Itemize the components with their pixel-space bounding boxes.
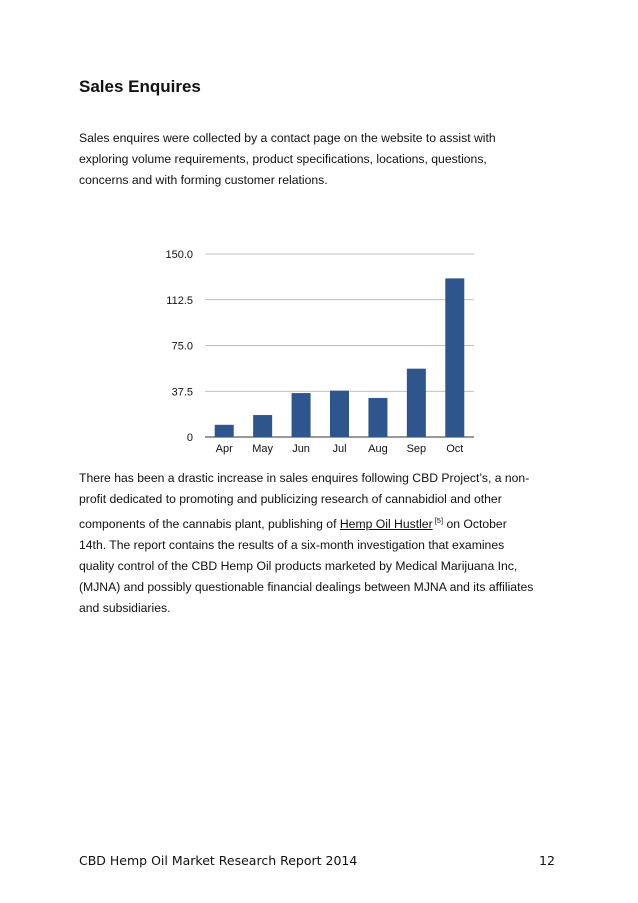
body-text: on October: [443, 517, 507, 531]
y-tick-label: 150.0: [165, 249, 193, 261]
bar: [330, 391, 349, 437]
bar: [292, 393, 311, 437]
x-tick-label: Jul: [332, 443, 347, 455]
page-number: 12: [539, 853, 555, 868]
x-tick-label: Apr: [215, 443, 233, 455]
body-line: There has been a drastic increase in sales enquires following CBD Project’s, a non-: [79, 471, 530, 485]
x-tick-label: Jun: [292, 443, 310, 455]
reference-marker: [5]: [432, 516, 444, 525]
x-tick-label: Sep: [406, 443, 427, 455]
bar: [445, 278, 464, 437]
body-line: [79, 510, 571, 535]
bar: [407, 369, 426, 437]
bar: [368, 398, 387, 437]
body-line: (MJNA) and possibly questionable financial dealings between MJNA and its affiliates: [79, 580, 534, 594]
section-heading: Sales Enquires: [79, 77, 201, 96]
body-text: components of the cannabis plant, publishing of: [79, 517, 340, 531]
body-line: profit dedicated to promoting and publicizing research of cannabidiol and other: [79, 492, 502, 506]
intro-line: concerns and with forming customer relations.: [79, 173, 328, 187]
hemp-oil-hustler-link[interactable]: Hemp Oil Hustler: [339, 517, 433, 531]
footer-title: CBD Hemp Oil Market Research Report 2014: [79, 853, 358, 868]
bar: [215, 425, 234, 437]
intro-line: exploring volume requirements, product specifications, locations, questions,: [79, 152, 487, 166]
y-tick-label: 112.5: [166, 294, 193, 307]
bar: [253, 415, 272, 437]
body-line: and subsidiaries.: [79, 601, 171, 615]
x-tick-label: May: [252, 443, 274, 455]
y-tick-label: 0: [186, 432, 193, 444]
x-tick-label: Oct: [446, 443, 464, 455]
intro-line: Sales enquires were collected by a contact page on the website to assist with: [79, 131, 496, 145]
y-tick-label: 37.5: [171, 386, 193, 399]
body-line: 14th. The report contains the results of a six-month investigation that examines: [79, 538, 505, 552]
y-tick-label: 75.0: [171, 340, 193, 353]
x-tick-label: Aug: [368, 443, 388, 455]
body-paragraph: [79, 468, 571, 619]
body-line: quality control of the CBD Hemp Oil products marketed by Medical Marijuana Inc,: [79, 559, 518, 573]
